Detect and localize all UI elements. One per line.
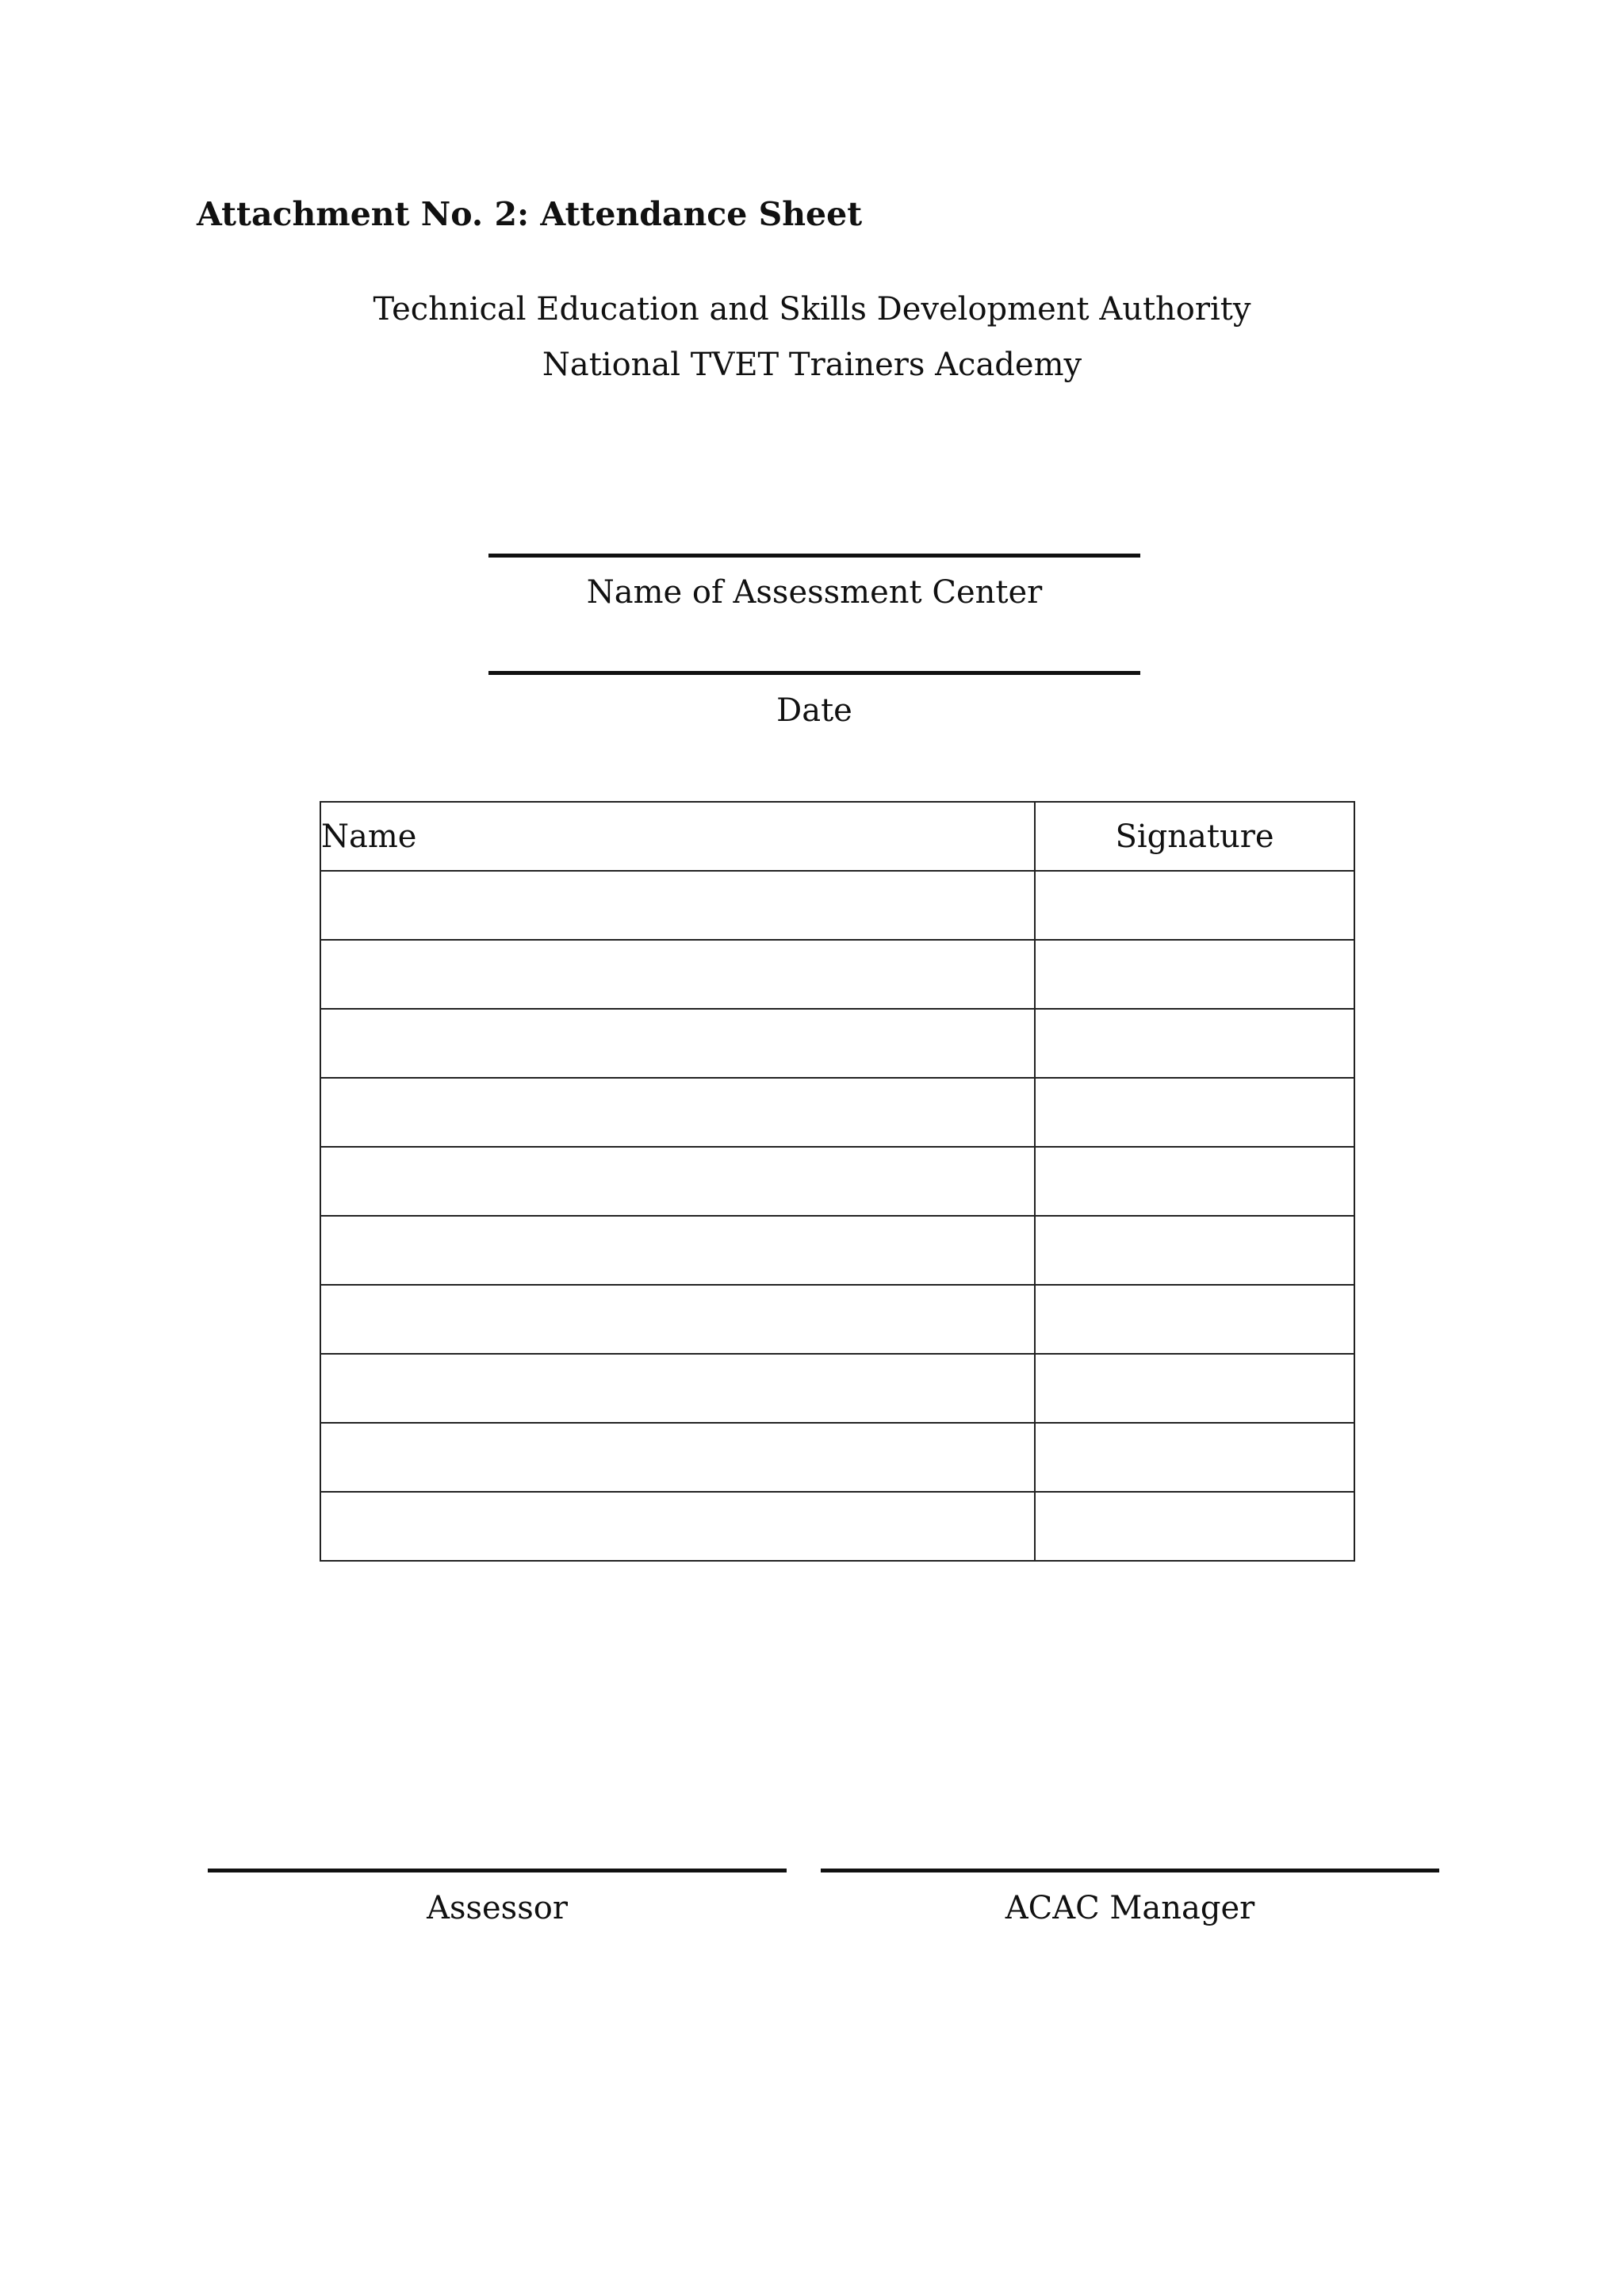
assessor-signature-line[interactable] — [208, 1869, 787, 1872]
name-cell[interactable] — [320, 940, 1035, 1009]
attachment-heading: Attachment No. 2: Attendance Sheet — [197, 195, 863, 233]
signature-cell[interactable] — [1035, 1423, 1354, 1492]
table-row — [320, 1285, 1354, 1354]
name-cell[interactable] — [320, 1009, 1035, 1078]
assessment-center-label: Name of Assessment Center — [586, 574, 1043, 611]
table-row — [320, 1354, 1354, 1423]
attendance-table — [320, 801, 1355, 1562]
signature-cell[interactable] — [1035, 1147, 1354, 1216]
table-row — [320, 1216, 1354, 1285]
name-cell[interactable] — [320, 1492, 1035, 1561]
signature-cell[interactable] — [1035, 940, 1354, 1009]
table-header-row — [320, 802, 1354, 871]
signature-cell[interactable] — [1035, 1009, 1354, 1078]
name-cell[interactable] — [320, 1078, 1035, 1147]
table-row — [320, 1147, 1354, 1216]
name-cell[interactable] — [320, 871, 1035, 940]
table-row — [320, 1423, 1354, 1492]
date-label: Date — [776, 692, 852, 729]
name-cell[interactable] — [320, 1147, 1035, 1216]
signature-cell[interactable] — [1035, 1354, 1354, 1423]
signature-cell[interactable] — [1035, 871, 1354, 940]
name-cell[interactable] — [320, 1354, 1035, 1423]
signature-cell[interactable] — [1035, 1492, 1354, 1561]
table-row — [320, 1009, 1354, 1078]
date-blank-line[interactable] — [488, 671, 1140, 675]
signature-cell[interactable] — [1035, 1216, 1354, 1285]
signature-cell[interactable] — [1035, 1078, 1354, 1147]
assessment-center-blank-line[interactable] — [488, 554, 1140, 558]
signature-cell[interactable] — [1035, 1285, 1354, 1354]
name-column-header: Name — [320, 802, 1035, 871]
name-cell[interactable] — [320, 1216, 1035, 1285]
name-cell[interactable] — [320, 1285, 1035, 1354]
acac-manager-signature-line[interactable] — [821, 1869, 1439, 1872]
signature-column-header: Signature — [1035, 802, 1354, 871]
assessor-label: Assessor — [427, 1890, 568, 1926]
table-row — [320, 940, 1354, 1009]
organization-name: Technical Education and Skills Development Authority — [373, 291, 1251, 328]
acac-manager-label: ACAC Manager — [1005, 1890, 1255, 1926]
table-row — [320, 871, 1354, 940]
name-cell[interactable] — [320, 1423, 1035, 1492]
table-row — [320, 1078, 1354, 1147]
table-row — [320, 1492, 1354, 1561]
academy-name: National TVET Trainers Academy — [542, 347, 1082, 383]
